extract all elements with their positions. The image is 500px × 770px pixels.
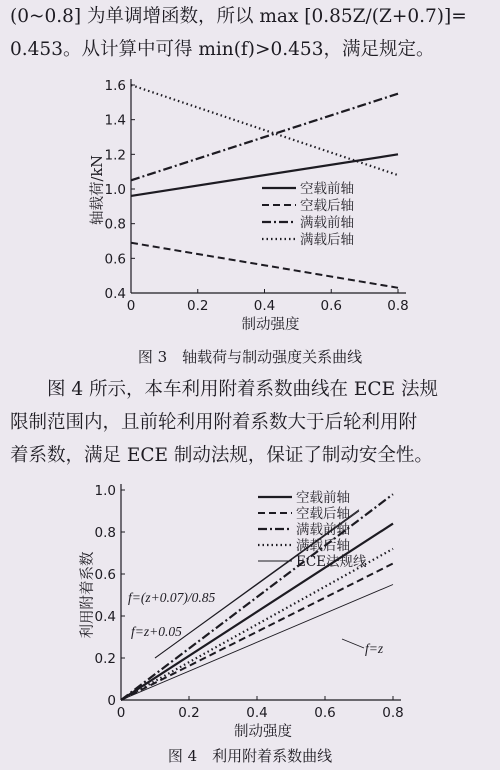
chart4-x-tick-label: 0.2 [178,705,200,721]
chart4-y-tick-label: 0.6 [94,567,116,583]
chart3-x-axis-label: 制动强度 [241,317,300,333]
chart3-y-tick-label: 0.6 [104,251,126,268]
chart4-y-tick-label: 1.0 [94,483,116,499]
chart4-y-tick-label: 0.2 [94,651,116,667]
paragraph-2-line-3: 着系数，满足 ECE 制动法规，保证了制动安全性。 [10,445,433,466]
chart3-y-tick-label: 1.0 [104,182,126,198]
chart4-legend-label-1: 空载前轴 [296,490,350,506]
chart3-y-tick-label: 0.4 [104,286,126,302]
chart4-legend-label-4: 满载后轴 [296,538,350,554]
paragraph-2 [10,373,494,472]
chart4-y-tick-label: 0 [107,693,116,709]
chart4-y-tick-label: 0.4 [94,609,116,625]
chart3-x-tick-label: 0.6 [320,298,342,314]
chart4-x-tick-label: 0.8 [382,705,404,721]
figure-4-chart [0,478,500,743]
chart3-x-tick-label: 0.2 [187,298,209,314]
chart3-y-tick-label: 1.4 [104,112,126,129]
chart3-legend-label-2: 空载后轴 [300,198,354,214]
chart4-y-tick-label: 0.8 [94,525,116,541]
paragraph-1 [10,0,494,66]
chart4-annotation-leader [342,639,364,648]
paragraph-2-line-1: 图 4 所示，本车利用附着系数曲线在 ECE 法规 [47,379,438,400]
chart3-legend-label-4: 满载后轴 [300,232,354,248]
chart4-annotation-ece-upper: f=(z+0.07)/0.85 [128,590,216,605]
chart3-x-tick-label: 0 [126,298,136,314]
chart4-legend-label-3: 满载前轴 [296,522,350,538]
chart4-legend-label-2: 空载后轴 [296,506,350,522]
chart3-y-tick-label: 0.8 [104,216,126,233]
chart4-x-tick-label: 0 [116,705,126,721]
paragraph-1-line-1: (0~0.8] 为单调增函数，所以 max [0.85Z/(Z+0.7)]= [10,6,467,27]
chart3-x-tick-label: 0.4 [253,298,276,314]
paragraph-2-line-2: 限制范围内，且前轮利用附着系数大于后轮利用附 [10,412,418,433]
chart4-annotation-ece-lower: f=z+0.05 [131,624,182,639]
chart4-series-line-1 [121,524,393,700]
figure-4-caption: 图 4 利用附着系数曲线 [167,747,333,765]
chart4-y-axis-label: 利用附着系数 [80,551,96,639]
chart3-y-tick-label: 1.6 [104,78,126,94]
chart3-series-line-4 [131,85,398,175]
chart4-x-tick-label: 0.6 [314,705,336,721]
chart4-x-tick-label: 0.4 [246,705,268,721]
chart3-x-tick-label: 0.8 [387,298,409,314]
figure-3-caption: 图 3 轴载荷与制动强度关系曲线 [137,348,363,366]
chart3-y-tick-label: 1.2 [104,147,126,164]
chart3-series-line-2 [131,243,398,288]
chart3-legend-label-3: 满载前轴 [300,215,354,231]
paragraph-1-line-2: 0.453。从计算中可得 min(f)>0.453，满足规定。 [10,39,435,60]
chart4-annotation-f-eq-z: f=z [365,641,384,656]
chart3-series-line-3 [131,94,398,181]
chart3-y-axis-label: 轴载荷/kN [90,155,106,225]
chart4-x-axis-label: 制动强度 [234,724,292,740]
chart4-legend-label-5: ECE法规线 [296,554,367,570]
chart3-legend-label-1: 空载前轴 [300,181,354,197]
figure-3-chart [0,62,500,347]
